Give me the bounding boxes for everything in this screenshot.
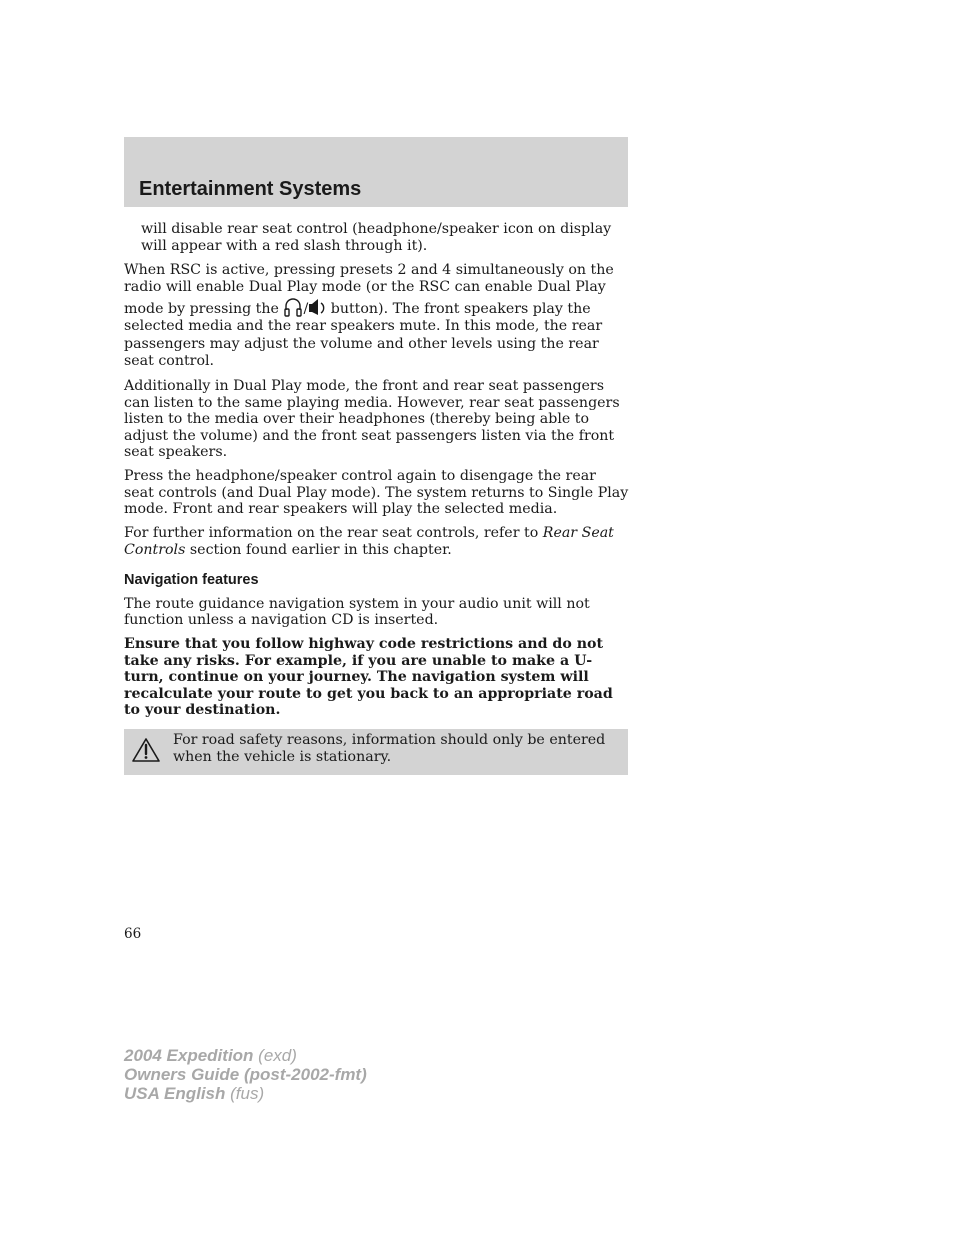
paragraph-dual-play [124,262,630,371]
footer-language-code: (fus) [230,1084,265,1103]
footer-line-guide [124,1065,367,1084]
footer-line-model [124,1046,367,1065]
footer-model: 2004 Expedition [124,1046,254,1065]
safety-warning-text: For road safety reasons, information should only be entered when the vehicle is stationary. [173,731,606,765]
footer-model-code: (exd) [258,1046,297,1065]
headphone-icon [283,297,303,317]
warning-triangle-icon [131,737,161,763]
further-info-after: section found earlier in this chapter. [189,541,452,558]
document-footer [124,1046,367,1103]
section-header [124,137,628,207]
dual-play-text-before: When RSC is active, pressing presets 2 and 4 simultaneously on the radio will enable Dual Play mode (or the RSC can enable Dual Play mode by pressing the [124,261,614,317]
further-info-before: For further information on the rear seat controls, refer to [124,525,539,541]
safety-warning-box [124,729,628,775]
paragraph-navigation-cd: The route guidance navigation system in your audio unit will not function unless a navigation CD is inserted. [124,595,590,628]
page-number: 66 [124,926,142,942]
footer-language: USA English [124,1084,226,1103]
speaker-icon [308,297,326,317]
footer-guide: Owners Guide (post-2002-fmt) [124,1065,367,1084]
paragraph-shared-media: Additionally in Dual Play mode, the front and rear seat passengers can listen to the same playing media. However, rear seat passengers listen to the media over their headphones (thereby being able to adjust the volume) and the front seat passengers listen via the front seat speakers. [124,378,620,460]
dual-play-text-after: button). The front speakers play the selected media and the rear speakers mute. In this mode, the rear passengers may adjust the volume and other levels using the rear seat control. [124,300,603,369]
rear-seat-controls-reference: Rear Seat Controls [124,525,614,558]
paragraph-disengage: Press the headphone/speaker control again to disengage the rear seat controls (and Dual Play mode). The system returns to Single Play mode. Front and rear speakers will play the selected media. [124,468,629,517]
paragraph-highway-code [124,636,630,719]
footer-line-language [124,1084,367,1103]
icon-separator: / [303,300,309,317]
section-title: Entertainment Systems [139,178,362,200]
paragraph-rsc-disable: will disable rear seat control (headphone/speaker icon on display will appear with a red slash through it). [141,221,612,254]
navigation-heading: Navigation features [124,572,259,588]
page-body [124,221,630,775]
paragraph-further-info [124,525,630,558]
highway-code-warning: Ensure that you follow highway code restrictions and do not take any risks. For example, if you are unable to make a U-turn, continue on your journey. The navigation system will recalculate your route to get you back to an appropriate road to your destination. [124,636,613,718]
